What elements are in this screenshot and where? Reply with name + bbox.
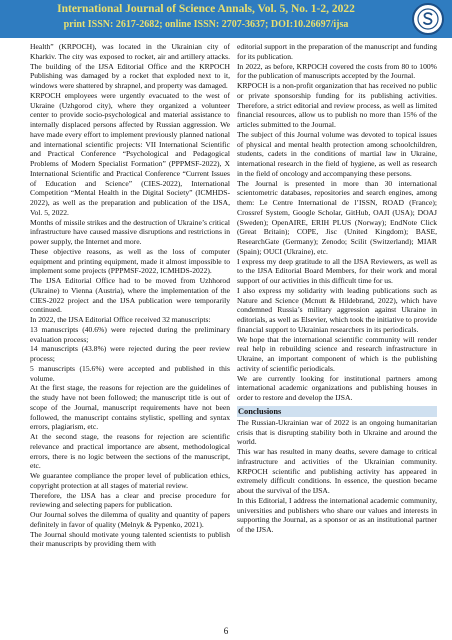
- paragraph: The Journal is presented in more than 30 international scientometric databases, repositories and search engines, among them: Le Centre International de l’ISSN, ROAD (France); Crossref System, Google Scholar, GitHub, OAJI (USA); DOAJ (Sweden); OpenAIRE, ERIH PLUS (Norway); EndNote Click (Great Britain); COPE, Jisc (United Kingdom); BASE, ResearchGate (Germany); Zenodo; Scilit (Switzerland); MIAR (Spain); OUCI (Ukraine), etc.: [237, 178, 437, 256]
- paragraph: This war has resulted in many deaths, severe damage to critical infrastructure and activities of the Ukrainian community. KRPOCH scientific and publishing activity has appeared in extremely difficult conditions. In essence, the question became about the survival of the IJSA.: [237, 447, 437, 495]
- paragraph: The Russian-Ukrainian war of 2022 is an ongoing humanitarian crisis that is disrupting stability both in Ukraine and around the world.: [237, 417, 437, 447]
- paragraph: In this Editorial, I address the international academic community, universities and publishers who share our values and interests in supporting the Journal, as a sponsor or as an institutional partner of the IJSA.: [237, 495, 437, 534]
- paragraph: Health” (KRPOCH), was located in the Ukrainian city of Kharkiv. The city was exposed to rocket, air and artillery attacks. The building of the IJSA Editorial Office and the KRPOCH Publishing was damaged by a rocket that exploded next to it, windows were shattered by shrapnel, and property was damaged.: [30, 42, 230, 90]
- paragraph: KRPOCH is a non-profit organization that has received no public or private sponsorship funding for its publishing activities. Therefore, a strict editorial and review process, as well as limited financial resources, allow us to publish no more than 15% of the articles submitted to the Journal.: [237, 81, 437, 129]
- issn-doi-line: print ISSN: 2617-2682; online ISSN: 2707-3637; DOI:10.26697/ijsa: [63, 19, 349, 30]
- paragraph: The IJSA Editorial Office had to be moved from Uzhhorod (Ukraine) to Vienna (Austria), where the implementation of the CIES-2022 project and the IJSA publication were temporarily continued.: [30, 276, 230, 315]
- paragraph: 5 manuscripts (15.6%) were accepted and published in this volume.: [30, 363, 230, 383]
- paragraph: KRPOCH employees were urgently evacuated to the west of Ukraine (Uzhgorod city), where they organized a volunteer center to provide socio-psychological and material assistance to internally displaced persons affected by Russian aggression. We have made every effort to implement previously planned national and international scientific projects: VII International Scientific and Practical Conference “Psychological and Pedagogical Problems of Modern Specialist Formation” (PPPMSF-2022), X International Scientific and Practical Conference “Current Issues of Education and Science” (CIES-2022), International Competition “Mental Health in the Digital Society” (ICMHDS-2022), as well as the preparation and publication of the IJSA, Vol. 5, 2022.: [30, 90, 230, 217]
- paragraph: At the second stage, the reasons for rejection are scientific relevance and practical importance are absent, methodological errors, there is no logic between the sections of the manuscript, etc.: [30, 432, 230, 471]
- conclusions-heading: Conclusions: [237, 406, 437, 417]
- paragraph: In 2022, the IJSA Editorial Office received 32 manuscripts:: [30, 315, 211, 324]
- journal-header-bar: [0, 0, 452, 38]
- paragraph: 13 manuscripts (40.6%) were rejected during the preliminary evaluation process;: [30, 324, 230, 344]
- paragraph: The subject of this Journal volume was devoted to topical issues of physical and mental health protection among schoolchildren, students, cadets in the conditions of martial law in Ukraine, international research in the field of hygiene, as well as research in the field of oncology and accompanying these persons.: [237, 129, 437, 178]
- paragraph: These objective reasons, as well as the loss of computer equipment and printing equipment, made it almost impossible to implement some projects (PPPMSF-2022, ICMHDS-2022).: [30, 246, 230, 276]
- paragraph: We hope that the international scientific community will render real help in rebuilding science and research infrastructure in Ukraine, an important component of which is the publishing activity of scientific periodicals.: [237, 334, 437, 373]
- right-text-column: [237, 42, 437, 535]
- paragraph: I also express my solidarity with leading publications such as Nature and Science (Mcnutt & Hildebrand, 2022), which have condemned Russia’s military aggression against Ukraine in editorials, as well as Elsevier, which took the initiative to provide financial support to Ukrainian researchers in its periodicals.: [237, 285, 437, 334]
- paragraph: Our Journal solves the dilemma of quality and quantity of papers definitely in favor of quality (Melnyk & Pypenko, 2021).: [30, 510, 230, 529]
- paragraph: I express my deep gratitude to all the IJSA Reviewers, as well as to the IJSA Editorial Board Members, for their work and moral support of our activities in this difficult time for us.: [237, 256, 437, 285]
- page-number: 6: [223, 626, 229, 636]
- paragraph: We guarantee compliance the proper level of publication ethics, copyright protection at all stages of material review.: [30, 471, 230, 490]
- paragraph: We are currently looking for institutional partners among international academic organizations and publishing houses in order to restore and develop the IJSA.: [237, 373, 437, 402]
- paragraph: In 2022, as before, KRPOCH covered the costs from 80 to 100% for the publication of manuscripts accepted by the Journal.: [237, 61, 437, 81]
- paragraph: 14 manuscripts (43.8%) were rejected during the peer review process;: [30, 344, 230, 363]
- left-text-column: [30, 42, 230, 549]
- paragraph: editorial support in the preparation of the manuscript and funding for its publication.: [237, 42, 437, 61]
- paragraph: At the first stage, the reasons for rejection are the guidelines of the study have not been followed; the manuscript title is out of scope of the Journal, manuscript requirements have not been followed, the manuscript contains stylistic, spelling and syntax errors, plagiarism, etc.: [30, 383, 230, 432]
- journal-title-line: International Journal of Science Annals, Vol. 5, No. 1-2, 2022: [57, 3, 355, 15]
- paragraph: The Journal should motivate young talented scientists to publish their manuscripts by providing them with: [30, 529, 230, 549]
- paragraph: Months of missile strikes and the destruction of Ukraine’s critical infrastructure have caused massive disruptions and restrictions in power supply, the Internet and more.: [30, 217, 230, 246]
- paragraph: Therefore, the IJSA has a clear and precise procedure for reviewing and selecting papers for publication.: [30, 490, 230, 510]
- journal-logo-icon: [412, 3, 444, 35]
